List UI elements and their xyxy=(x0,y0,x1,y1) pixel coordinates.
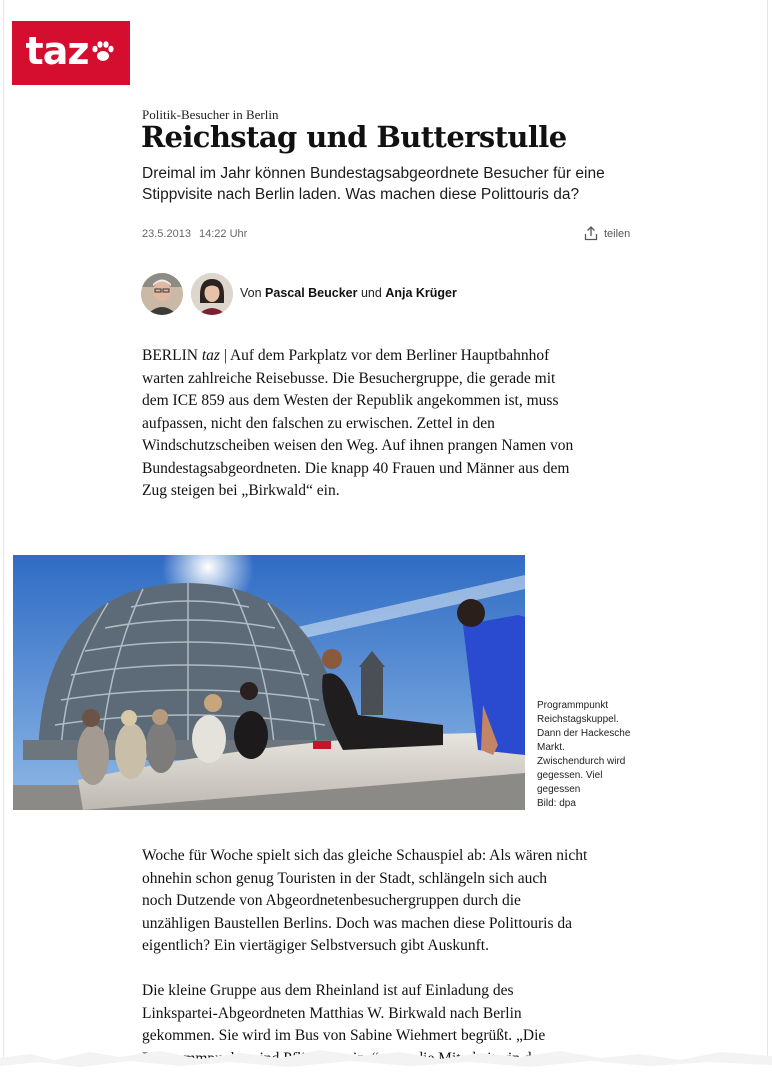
byline-conjunction: und xyxy=(360,286,382,300)
paragraph-line: dem ICE 859 aus dem Westen der Republik angekommen ist, muss xyxy=(142,392,559,409)
article-teaser: Dreimal im Jahr können Bundestagsabgeordnete Besucher für eine Stippvisite nach Berlin laden. Was machen diese Polittouris da? xyxy=(142,165,605,203)
page-edge-right xyxy=(767,0,768,1080)
torn-edge xyxy=(0,1040,772,1080)
paragraph-line: eigentlich? Ein viertägiger Selbstversuch gibt Auskunft. xyxy=(142,937,489,954)
author-avatar-2[interactable] xyxy=(191,273,233,315)
dateline-brand: taz xyxy=(201,347,220,364)
paragraph-line: unzähligen Baustellen Berlins. Doch was machen diese Polittouris da xyxy=(142,914,573,932)
paragraph-line: Windschutzscheiben weisen den Weg. Auf ihnen prangen Namen von xyxy=(142,437,574,454)
taz-logo[interactable] xyxy=(12,21,130,85)
dateline-separator: | xyxy=(223,347,227,364)
author-link-1[interactable]: Pascal Beucker xyxy=(265,286,358,300)
paragraph-line: Woche für Woche spielt sich das gleiche Schauspiel ab: Als wären nicht xyxy=(142,847,588,864)
caption-line: gegessen xyxy=(537,784,581,795)
dateline-city: BERLIN xyxy=(142,347,198,364)
paragraph-line: noch Dutzende von Abgeordnetenbesuchergruppen durch die xyxy=(142,892,521,909)
caption-line: Reichstagskuppel. xyxy=(537,714,619,725)
paragraph-line: ohnehin schon genug Touristen in der Stadt, schlängeln sich auch xyxy=(142,869,547,887)
logo-text: taz xyxy=(25,29,89,73)
paragraph-line: warten zahlreiche Reisebusse. Die Besuchergruppe, die gerade mit xyxy=(142,369,556,387)
article-title: Reichstag und Butterstulle xyxy=(141,120,567,154)
paragraph-line: Auf dem Parkplatz vor dem Berliner Hauptbahnhof xyxy=(229,347,550,364)
article-date: 23.5.2013 xyxy=(142,228,191,240)
byline-prefix: Von xyxy=(240,286,262,300)
article-paragraph-2 xyxy=(142,845,587,958)
share-icon xyxy=(584,226,598,241)
paragraph-line: Bundestagsabgeordneten. Die knapp 40 Frauen und Männer aus dem xyxy=(142,459,570,477)
byline xyxy=(240,286,457,300)
paragraph-line: gekommen. Sie wird im Bus von Sabine Wiehmert begrüßt. „Die xyxy=(142,1027,546,1044)
article-kicker: Politik-Besucher in Berlin xyxy=(142,107,279,122)
author-link-2[interactable]: Anja Krüger xyxy=(385,286,457,300)
page-edge-left xyxy=(3,0,4,1080)
article-photo[interactable] xyxy=(13,555,525,810)
paragraph-line: aufpassen, nicht den falschen zu erwischen. Zettel in den xyxy=(142,414,495,432)
paragraph-line: Linkspartei-Abgeordneten Matthias W. Birkwald nach Berlin xyxy=(142,1004,522,1022)
share-label: teilen xyxy=(604,227,631,240)
caption-line: Dann der Hackesche xyxy=(537,728,631,739)
caption-line: gegessen. Viel xyxy=(537,770,603,781)
photo-caption xyxy=(537,699,647,811)
article-paragraph-1 xyxy=(142,345,573,503)
share-button[interactable] xyxy=(584,226,630,241)
caption-line: Programmpunkt xyxy=(537,700,609,711)
paragraph-line: Die kleine Gruppe aus dem Rheinland ist auf Einladung des xyxy=(142,982,514,999)
author-avatar-1[interactable] xyxy=(141,273,183,315)
caption-line: Markt. xyxy=(537,742,565,753)
photo-credit: Bild: dpa xyxy=(537,798,576,809)
caption-line: Zwischendurch wird xyxy=(537,756,626,767)
article-time: 14:22 Uhr xyxy=(199,228,248,240)
paragraph-line: Zug steigen bei „Birkwald“ ein. xyxy=(142,482,340,499)
paw-icon xyxy=(90,39,116,65)
